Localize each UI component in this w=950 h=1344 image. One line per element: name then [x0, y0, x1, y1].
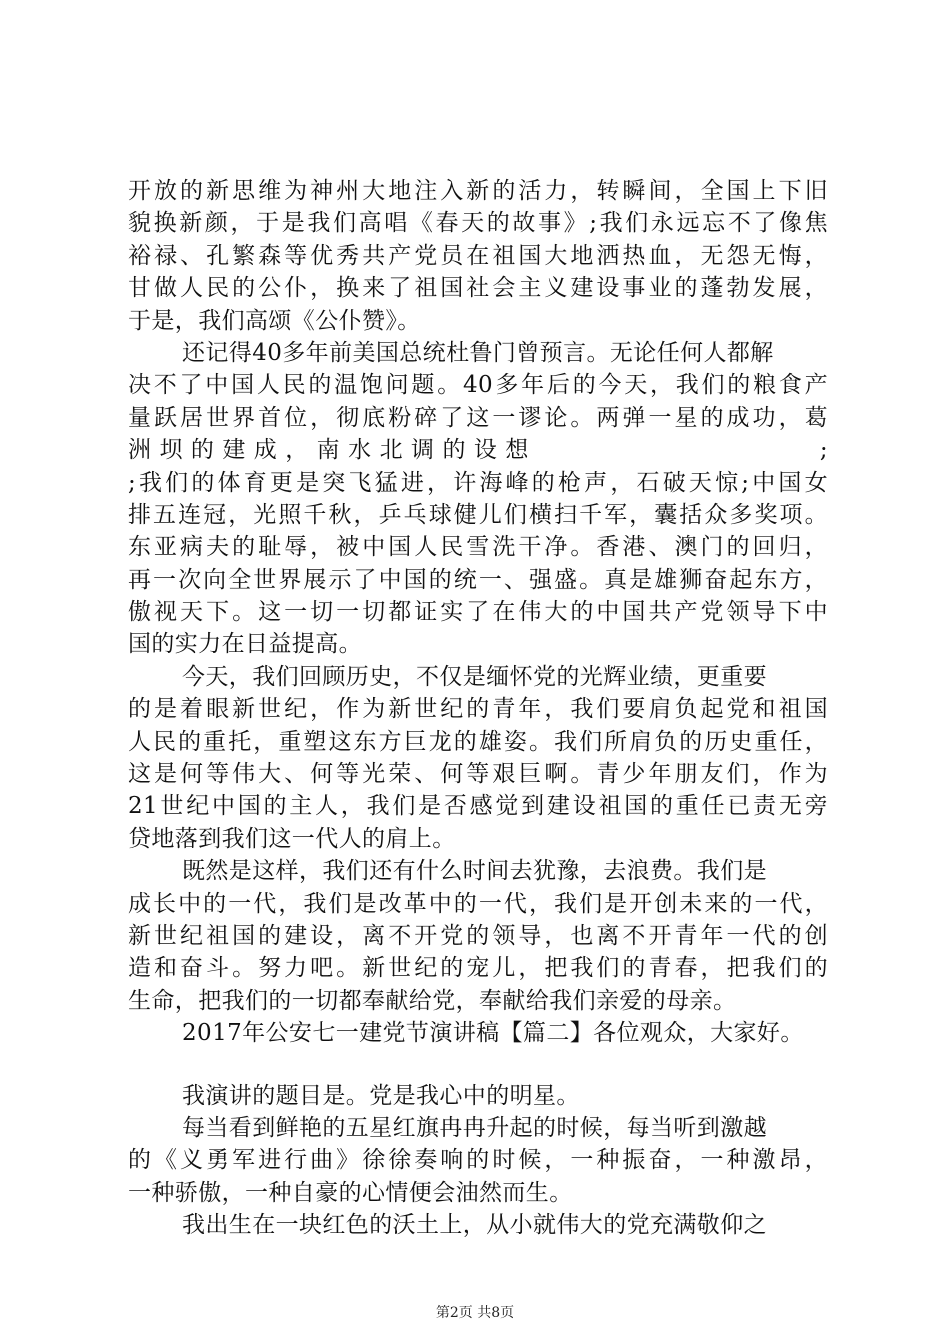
page-number-footer: 第2页 共8页 — [435, 1305, 515, 1321]
text-line: 新世纪祖国的建设，离不开党的领导，也离不开青年一代的创 — [128, 922, 828, 949]
paragraph-first-line: 既然是这样，我们还有什么时间去犹豫，去浪费。我们是 — [182, 858, 767, 885]
paragraph-first-line: 我出生在一块红色的沃土上，从小就伟大的党充满敬仰之 — [182, 1212, 767, 1239]
text-line: 量跃居世界首位，彻底粉碎了这一谬论。两弹一星的成功，葛 — [128, 404, 828, 431]
text-line: 贷地落到我们这一代人的肩上。 — [128, 825, 456, 852]
section-heading-line: 2017年公安七一建党节演讲稿【篇二】各位观众，大家好。 — [182, 1020, 804, 1047]
text-line: ;我们的体育更是突飞猛进，许海峰的枪声，石破天惊;中国女 — [128, 469, 828, 496]
text-line: 的《义勇军进行曲》徐徐奏响的时候，一种振奋，一种激昂， — [128, 1147, 828, 1174]
text-line: 国的实力在日益提高。 — [128, 631, 362, 658]
text-line: 开放的新思维为神州大地注入新的活力，转瞬间，全国上下旧 — [128, 178, 828, 204]
text-line: 的是着眼新世纪，作为新世纪的青年，我们要肩负起党和祖国 — [128, 696, 828, 723]
paragraph-first-line: 每当看到鲜艳的五星红旗冉冉升起的时候，每当听到激越 — [182, 1114, 767, 1141]
paragraph-first-line: 还记得40多年前美国总统杜鲁门曾预言。无论任何人都解 — [182, 339, 774, 366]
text-line: 貌换新颜，于是我们高唱《春天的故事》;我们永远忘不了像焦 — [128, 210, 828, 237]
text-line: 决不了中国人民的温饱问题。40多年后的今天，我们的粮食产 — [128, 372, 828, 399]
text-line: 裕禄、孔繁森等优秀共产党员在祖国大地洒热血，无怨无悔， — [128, 242, 828, 269]
text-line: 造和奋斗。努力吧。新世纪的宠儿，把我们的青春，把我们的 — [128, 955, 828, 982]
paragraph-first-line: 今天，我们回顾历史，不仅是缅怀党的光辉业绩，更重要 — [182, 663, 767, 690]
text-line: 人民的重托，重塑这东方巨龙的雄姿。我们所肩负的历史重任， — [128, 728, 828, 755]
text-line: 这是何等伟大、何等光荣、何等艰巨啊。青少年朋友们，作为 — [128, 761, 828, 788]
text-line: 一种骄傲，一种自豪的心情便会油然而生。 — [128, 1179, 573, 1206]
text-line: 甘做人民的公仆，换来了祖国社会主义建设事业的蓬勃发展， — [128, 275, 828, 302]
speech-body-text — [128, 175, 828, 1242]
text-line: 东亚病夫的耻辱，被中国人民雪洗干净。香港、澳门的回归， — [128, 534, 828, 561]
paragraph-first-line: 我演讲的题目是。党是我心中的明星。 — [182, 1082, 580, 1109]
text-line: 排五连冠，光照千秋，乒乓球健儿们横扫千军，囊括众多奖项。 — [128, 501, 828, 528]
text-line: 于是，我们高颂《公仆赞》。 — [128, 307, 421, 334]
text-line: 傲视天下。这一切一切都证实了在伟大的中国共产党领导下中 — [128, 599, 828, 626]
text-line: 成长中的一代，我们是改革中的一代，我们是开创未来的一代， — [128, 890, 828, 917]
text-line: 生命，把我们的一切都奉献给党，奉献给我们亲爱的母亲。 — [128, 987, 737, 1014]
text-line: 洲坝的建成，南水北调的设想 ; — [128, 437, 828, 464]
text-line: 再一次向全世界展示了中国的统一、强盛。真是雄狮奋起东方， — [128, 566, 828, 593]
text-line: 21世纪中国的主人，我们是否感觉到建设祖国的重任已责无旁 — [128, 793, 828, 820]
